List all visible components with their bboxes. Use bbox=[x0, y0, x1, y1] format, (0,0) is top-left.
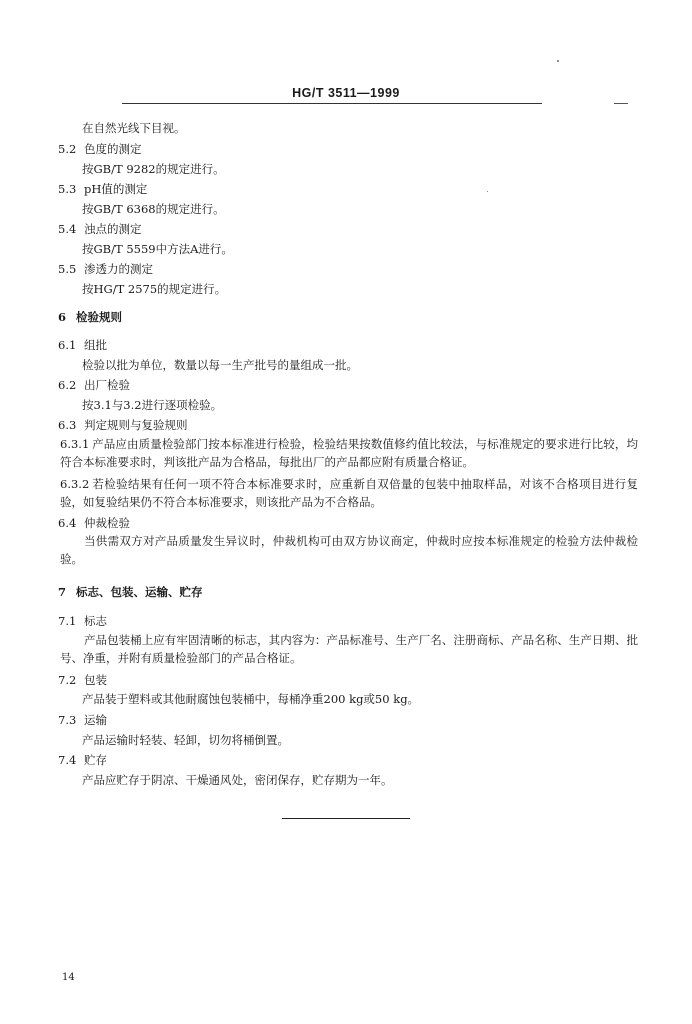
section-6-4-body: 当供需双方对产品质量发生异议时，仲裁机构可由双方协议商定，仲裁时应按本标准规定的检验方法仲裁检验。 bbox=[60, 534, 638, 566]
section-title: 标志、包装、运输、贮存 bbox=[76, 585, 203, 599]
section-5-2-body: 按GB/T 9282的规定进行。 bbox=[82, 162, 225, 176]
body-line: 在自然光线下目视。 bbox=[82, 121, 186, 135]
section-number: 5.5 bbox=[58, 262, 77, 276]
end-of-document-rule bbox=[282, 818, 410, 819]
section-5-5-heading bbox=[58, 262, 153, 277]
section-number: 6.3.1 bbox=[60, 437, 90, 451]
section-7-1-body: 产品包装桶上应有牢固清晰的标志，其内容为：产品标准号、生产厂名、注册商标、产品名称、生产日期、批号、净重，并附有质量检验部门的产品合格证。 bbox=[60, 633, 638, 665]
section-5-5-body: 按HG/T 2575的规定进行。 bbox=[82, 282, 227, 296]
section-5-2-heading bbox=[58, 142, 142, 157]
section-number: 5.2 bbox=[58, 142, 77, 156]
section-title: 运输 bbox=[84, 713, 107, 727]
section-7-heading bbox=[58, 585, 203, 600]
paragraph-text: 若检验结果有任何一项不符合本标准要求时，应重新自双倍量的包装中抽取样品，对该不合格项目进行复验，如复验结果仍不符合本标准要求，则该批产品为不合格品。 bbox=[60, 477, 638, 509]
section-title: pH值的测定 bbox=[84, 182, 148, 196]
section-number: 6.4 bbox=[58, 516, 77, 530]
section-6-1-heading bbox=[58, 338, 107, 353]
section-number: 6.2 bbox=[58, 378, 77, 392]
section-number: 6.1 bbox=[58, 338, 77, 352]
section-5-4-body: 按GB/T 5559中方法A进行。 bbox=[82, 242, 233, 256]
section-title: 组批 bbox=[84, 338, 107, 352]
section-title: 浊点的测定 bbox=[84, 222, 142, 236]
section-title: 仲裁检验 bbox=[84, 516, 130, 530]
section-7-3-body: 产品运输时轻装、轻卸，切勿将桶倒置。 bbox=[82, 733, 289, 747]
section-6-2-body: 按3.1与3.2进行逐项检验。 bbox=[82, 398, 223, 412]
scan-speck bbox=[557, 60, 559, 62]
section-title: 判定规则与复验规则 bbox=[84, 418, 188, 432]
section-7-3-heading bbox=[58, 713, 107, 728]
page-number: 14 bbox=[62, 972, 75, 983]
section-title: 出厂检验 bbox=[84, 378, 130, 392]
section-6-3-1-paragraph bbox=[60, 435, 638, 471]
section-7-2-heading bbox=[58, 673, 107, 688]
section-title: 贮存 bbox=[84, 753, 107, 767]
section-7-4-heading bbox=[58, 753, 107, 768]
section-5-3-body: 按GB/T 6368的规定进行。 bbox=[82, 202, 225, 216]
section-number: 7.2 bbox=[58, 673, 77, 687]
section-5-4-heading bbox=[58, 222, 142, 237]
section-number: 7 bbox=[58, 585, 67, 599]
section-5-3-heading bbox=[58, 182, 147, 197]
section-number: 6 bbox=[58, 310, 67, 324]
section-6-heading bbox=[58, 310, 122, 325]
section-7-2-body: 产品装于塑料或其他耐腐蚀包装桶中，每桶净重200 kg或50 kg。 bbox=[82, 692, 420, 706]
section-number: 7.3 bbox=[58, 713, 77, 727]
section-6-2-heading bbox=[58, 378, 130, 393]
standard-code-header: HG/T 3511—1999 bbox=[292, 86, 400, 100]
section-title: 检验规则 bbox=[76, 310, 122, 324]
section-6-4-heading bbox=[58, 516, 130, 531]
section-7-1-heading bbox=[58, 614, 107, 629]
section-7-4-body: 产品应贮存于阴凉、干燥通风处，密闭保存，贮存期为一年。 bbox=[82, 773, 393, 787]
section-number: 7.1 bbox=[58, 614, 77, 628]
section-number: 6.3.2 bbox=[60, 477, 90, 491]
section-6-3-2-paragraph bbox=[60, 475, 638, 511]
section-title: 标志 bbox=[84, 614, 107, 628]
section-6-1-body: 检验以批为单位，数量以每一生产批号的量组成一批。 bbox=[82, 358, 358, 372]
header-rule bbox=[122, 103, 542, 104]
section-title: 色度的测定 bbox=[84, 142, 142, 156]
section-number: 5.4 bbox=[58, 222, 77, 236]
section-number: 7.4 bbox=[58, 753, 77, 767]
section-title: 包装 bbox=[84, 673, 107, 687]
section-title: 渗透力的测定 bbox=[84, 262, 153, 276]
paragraph-text: 产品应由质量检验部门按本标准进行检验，检验结果按数值修约值比较法，与标准规定的要求进行比较，均符合本标准要求时，判该批产品为合格品，每批出厂的产品都应附有质量合格证。 bbox=[60, 437, 638, 469]
section-6-3-heading bbox=[58, 418, 188, 433]
header-rule-tick bbox=[614, 103, 628, 104]
scan-speck bbox=[487, 191, 488, 192]
section-number: 5.3 bbox=[58, 182, 77, 196]
section-number: 6.3 bbox=[58, 418, 77, 432]
